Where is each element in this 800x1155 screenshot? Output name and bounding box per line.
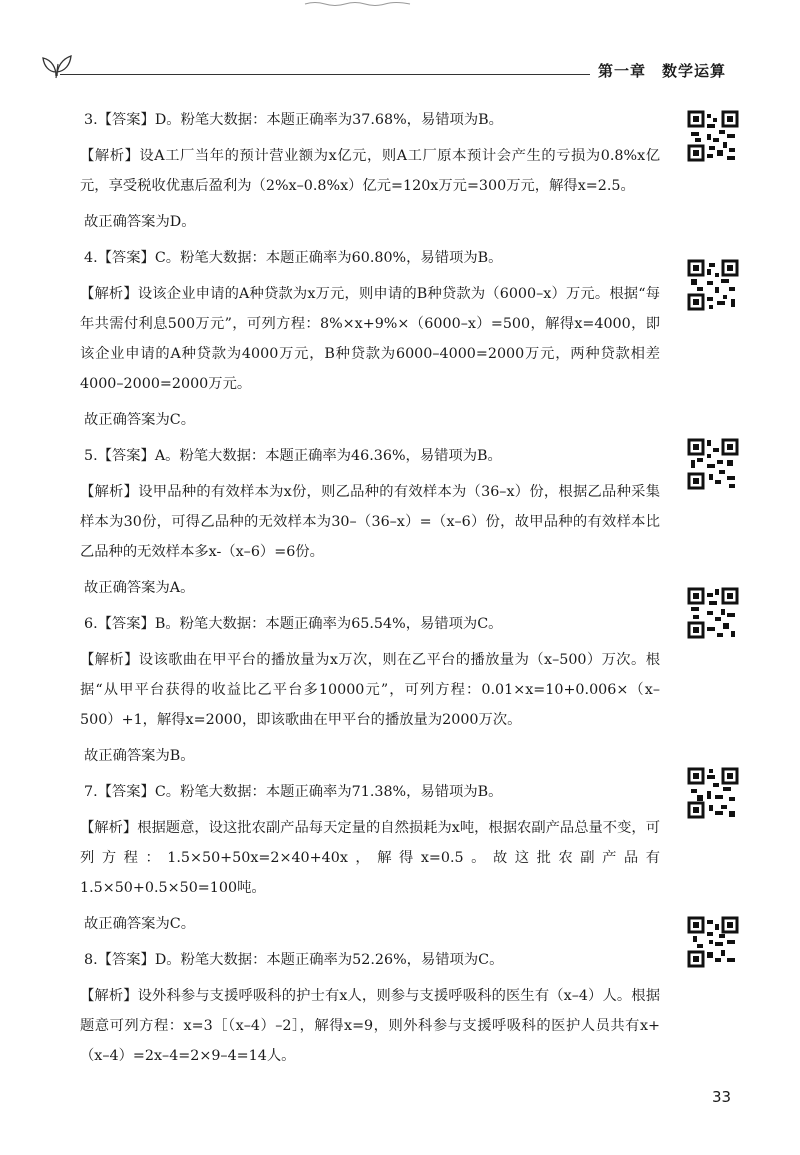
answer-line: 3.【答案】D。粉笔大数据：本题正确率为37.68%，易错项为B。 [84, 112, 503, 128]
question-block [80, 243, 660, 435]
answer-line: 4.【答案】C。粉笔大数据：本题正确率为60.80%，易错项为B。 [84, 250, 503, 266]
qr-code-icon [687, 110, 739, 162]
question-block [80, 105, 660, 237]
analysis-text: 【解析】设甲品种的有效样本为x份，则乙品种的有效样本为（36–x）份，根据乙品种采集样本为30份，可得乙品种的无效样本为30–（36–x）=（x–6）份，故甲品种的有效样本比乙品种的无效样本多x-（x–6）=6份。 [80, 484, 660, 560]
conclusion-text: 故正确答案为B。 [84, 748, 195, 764]
qr-code-icon [687, 916, 739, 968]
conclusion-text: 故正确答案为C。 [84, 916, 196, 932]
page-number: 33 [712, 1088, 732, 1106]
conclusion-text: 故正确答案为D。 [84, 214, 196, 230]
question-block [80, 945, 660, 1071]
qr-code-icon [687, 587, 739, 639]
header-rule [60, 74, 590, 75]
analysis-text: 【解析】根据题意，设这批农副产品每天定量的自然损耗为x吨，根据农副产品总量不变，可列方程：1.5×50+50x=2×40+40x，解得x=0.5。故这批农副产品有1.5×50+0.5×50=100吨。 [80, 820, 660, 896]
answer-line: 7.【答案】C。粉笔大数据：本题正确率为71.38%，易错项为B。 [84, 784, 503, 800]
qr-code-icon [687, 767, 739, 819]
leaf-icon [40, 50, 74, 80]
analysis-text: 【解析】设该企业申请的A种贷款为x万元，则申请的B种贷款为（6000–x）万元。根据“每年共需付利息500万元”，可列方程：8%×x+9%×（6000–x）=500，解得x=4000，即该企业申请的A种贷款为4000万元，B种贷款为6000–4000=2000万元，两种贷款相差4000–2000=2000万元。 [80, 286, 660, 392]
answer-content [80, 105, 660, 1077]
qr-code-icon [687, 438, 739, 490]
analysis-text: 【解析】设A工厂当年的预计营业额为x亿元，则A工厂原本预计会产生的亏损为0.8%x亿元，享受税收优惠后盈利为（2%x–0.8%x）亿元=120x万元=300万元，解得x=2.5。 [80, 148, 660, 194]
answer-line: 5.【答案】A。粉笔大数据：本题正确率为46.36%，易错项为B。 [84, 448, 502, 464]
analysis-text: 【解析】设该歌曲在甲平台的播放量为x万次，则在乙平台的播放量为（x–500）万次。根据“从甲平台获得的收益比乙平台多10000元”，可列方程：0.01×x=10+0.006×（x–500）+1，解得x=2000，即该歌曲在甲平台的播放量为2000万次。 [80, 652, 660, 728]
chapter-title: 第一章 数学运算 [598, 62, 727, 80]
question-block [80, 609, 660, 771]
qr-code-icon [687, 259, 739, 311]
question-block [80, 441, 660, 603]
top-scribble [300, 0, 420, 8]
conclusion-text: 故正确答案为C。 [84, 412, 196, 428]
analysis-text: 【解析】设外科参与支援呼吸科的护士有x人，则参与支援呼吸科的医生有（x–4）人。根据题意可列方程：x=3［（x–4）–2］，解得x=9，则外科参与支援呼吸科的医护人员共有x+（x–4）=2x–4=2×9–4=14人。 [80, 988, 660, 1064]
answer-line: 8.【答案】D。粉笔大数据：本题正确率为52.26%，易错项为C。 [84, 952, 504, 968]
answer-line: 6.【答案】B。粉笔大数据：本题正确率为65.54%，易错项为C。 [84, 616, 503, 632]
question-block [80, 777, 660, 939]
conclusion-text: 故正确答案为A。 [84, 580, 195, 596]
